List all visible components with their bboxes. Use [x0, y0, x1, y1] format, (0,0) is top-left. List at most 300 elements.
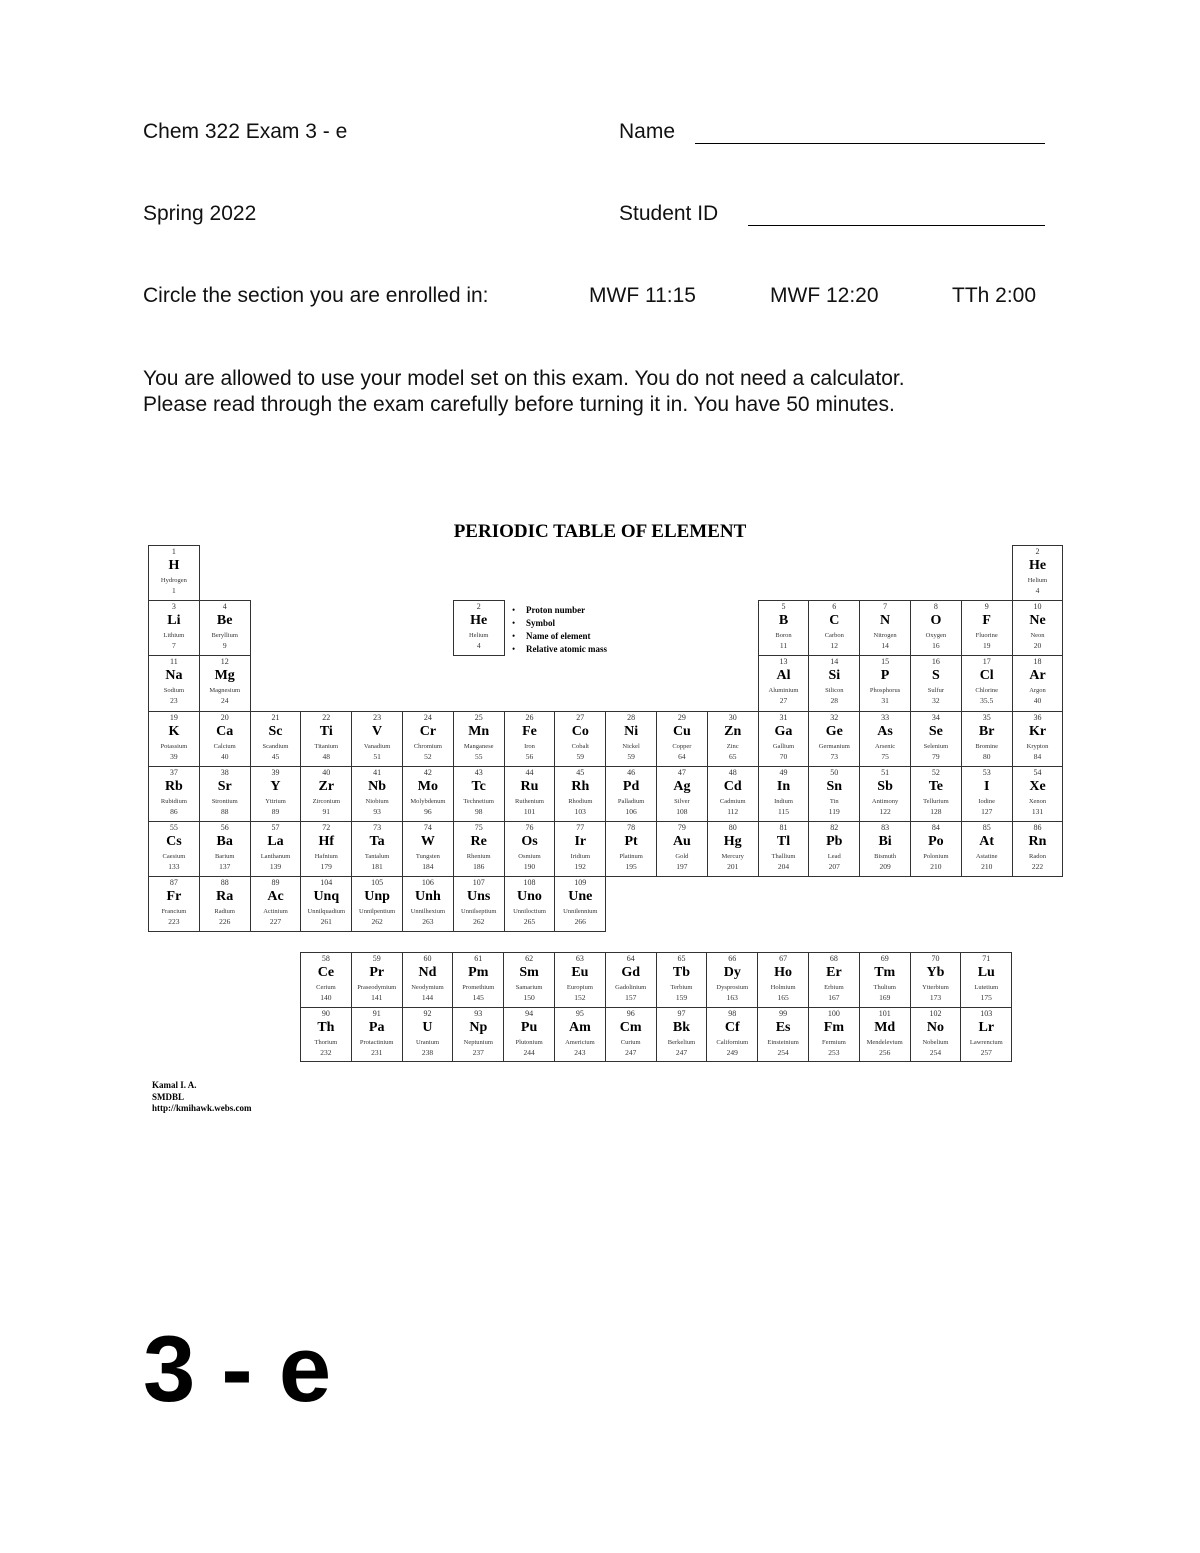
element-name: Iodine [978, 797, 995, 805]
element-cell-mg [199, 655, 251, 711]
element-name: Gold [675, 853, 689, 860]
element-cell-cl [961, 655, 1013, 711]
element-cell-li [148, 600, 200, 656]
element-mass: 64 [678, 751, 686, 761]
element-name: Nobelium [922, 1038, 949, 1046]
element-mass: 20 [1033, 641, 1042, 651]
element-name: Xenon [1028, 797, 1047, 805]
element-cell-ho [757, 952, 809, 1008]
element-mass: 11 [779, 641, 788, 651]
element-mass: 88 [220, 806, 229, 816]
element-mass: 84 [1033, 751, 1042, 761]
element-number: 62 [525, 954, 534, 963]
element-name: Unnilpentium [359, 908, 396, 916]
element-cell-rb [148, 766, 200, 822]
element-number: 27 [576, 712, 585, 722]
element-cell-rh [554, 766, 606, 822]
element-symbol: Ir [574, 834, 587, 849]
element-mass: 75 [881, 751, 889, 761]
element-symbol: Fr [166, 889, 182, 905]
element-cell-u [402, 1007, 454, 1063]
element-symbol: Tm [874, 965, 896, 980]
element-cell-tb [656, 952, 708, 1008]
element-cell-pr [351, 952, 403, 1008]
element-cell-se [910, 711, 962, 767]
element-cell-al [758, 655, 810, 711]
element-mass: 55 [474, 751, 483, 761]
element-mass: 144 [421, 993, 434, 1002]
element-mass: 209 [879, 862, 891, 871]
element-symbol: Pu [520, 1019, 538, 1035]
element-cell-k [148, 711, 200, 767]
element-number: 66 [728, 954, 737, 963]
element-cell-bi [859, 821, 911, 877]
element-number: 81 [779, 823, 788, 832]
element-cell-uno [504, 876, 556, 932]
element-symbol: Tc [471, 778, 486, 794]
element-cell-s [910, 655, 962, 711]
element-symbol: Si [828, 668, 841, 684]
student-id-blank-line[interactable] [748, 225, 1045, 226]
element-number: 51 [881, 767, 890, 777]
element-name: Erbium [824, 984, 844, 991]
element-symbol: Cl [979, 668, 994, 684]
element-cell-na [148, 655, 200, 711]
element-symbol: Li [167, 613, 181, 629]
element-name: Osmium [518, 853, 541, 860]
element-symbol: Unh [415, 889, 441, 905]
element-name: Zinc [726, 742, 739, 750]
element-mass: 89 [271, 806, 280, 816]
element-name: Unnilennium [563, 908, 598, 916]
element-name: Helium [1027, 577, 1048, 584]
element-mass: 152 [574, 993, 586, 1002]
element-mass: 112 [727, 806, 739, 816]
element-name: Bismuth [874, 853, 897, 860]
element-cell-ne [1012, 600, 1064, 656]
element-cell-cs [148, 821, 200, 877]
element-name: Francium [161, 908, 187, 916]
element-mass: 256 [879, 1047, 891, 1057]
element-symbol: I [983, 778, 990, 794]
element-number: 26 [525, 712, 534, 722]
element-mass: 181 [371, 862, 383, 871]
element-name: Nickel [622, 742, 640, 750]
element-symbol: Gd [621, 965, 641, 980]
element-mass: 133 [168, 862, 180, 871]
element-number: 49 [779, 767, 788, 777]
element-number: 94 [525, 1008, 534, 1018]
element-number: 35 [982, 712, 991, 722]
element-symbol: Ar [1029, 668, 1046, 684]
element-number: 36 [1033, 712, 1042, 722]
element-name: Lutetium [974, 984, 999, 991]
element-symbol: Au [672, 834, 691, 849]
element-cell-b [758, 600, 810, 656]
name-blank-line[interactable] [695, 143, 1045, 144]
element-symbol: N [880, 613, 891, 629]
element-name: Phosphorus [869, 687, 901, 695]
element-symbol: C [829, 613, 840, 629]
element-mass: 48 [322, 751, 331, 761]
element-name: Neptunium [463, 1038, 493, 1046]
element-mass: 39 [170, 751, 178, 761]
element-name: Palladium [617, 797, 645, 805]
element-cell-ni [605, 711, 657, 767]
element-name: Scandium [262, 742, 289, 750]
element-cell-be [199, 600, 251, 656]
element-symbol: Os [521, 834, 538, 849]
element-cell-o [910, 600, 962, 656]
element-mass: 119 [828, 806, 840, 816]
element-number: 33 [881, 712, 890, 722]
element-mass: 103 [574, 806, 586, 816]
element-mass: 9 [222, 641, 227, 651]
element-cell-as [859, 711, 911, 767]
element-symbol: Bk [672, 1019, 691, 1035]
element-cell-cd [707, 766, 759, 822]
element-symbol: Ra [216, 889, 234, 905]
element-number: 75 [474, 823, 483, 832]
element-mass: 262 [371, 917, 383, 927]
element-cell-ge [808, 711, 860, 767]
credit-author: Kamal I. A. [152, 1080, 197, 1090]
element-name: Potassium [160, 742, 188, 750]
element-cell-nb [351, 766, 403, 822]
element-symbol: Ce [317, 965, 335, 980]
element-symbol: Be [216, 613, 233, 629]
element-number: 90 [321, 1008, 330, 1018]
element-mass: 98 [474, 806, 483, 816]
element-number: 23 [373, 712, 382, 722]
element-symbol: Po [928, 834, 944, 849]
element-cell-tm [859, 952, 911, 1008]
element-symbol: Br [978, 723, 995, 739]
element-mass: 65 [728, 751, 737, 761]
element-name: Rhenium [466, 853, 491, 860]
element-number: 11 [170, 657, 178, 667]
element-symbol: F [982, 613, 991, 629]
element-number: 54 [1033, 767, 1042, 777]
element-symbol: Sm [519, 965, 539, 980]
element-cell-hg [707, 821, 759, 877]
element-mass: 96 [424, 806, 432, 816]
element-name: Cerium [316, 984, 336, 991]
element-cell-os [504, 821, 556, 877]
element-number: 78 [627, 823, 636, 832]
element-symbol: Ag [673, 778, 691, 794]
element-name: Lithium [163, 632, 185, 640]
element-cell-h [148, 545, 200, 601]
element-number: 17 [982, 657, 991, 667]
element-symbol: Pt [624, 834, 638, 849]
element-mass: 159 [675, 993, 688, 1002]
element-symbol: Ni [624, 723, 639, 739]
element-cell-he [453, 600, 505, 656]
element-symbol: Al [776, 668, 791, 684]
element-name: Fermium [821, 1038, 846, 1046]
element-symbol: V [372, 723, 383, 739]
element-name: Americium [565, 1038, 595, 1046]
element-name: Barium [214, 853, 235, 860]
instruction-line: Please read through the exam carefully before turning it in. You have 50 minutes. [143, 393, 895, 416]
element-mass: 222 [1031, 862, 1044, 871]
element-cell-ta [351, 821, 403, 877]
element-cell-pd [605, 766, 657, 822]
element-mass: 223 [168, 917, 180, 927]
element-symbol: As [877, 723, 893, 739]
element-name: Bromine [975, 742, 999, 750]
element-name: Calcium [213, 742, 236, 750]
element-name: Tungsten [415, 853, 440, 860]
element-symbol: Ga [774, 723, 793, 739]
element-symbol: Mg [214, 668, 235, 684]
element-symbol: B [778, 613, 789, 629]
element-cell-at [961, 821, 1013, 877]
element-symbol: He [1028, 558, 1047, 573]
element-number: 34 [931, 712, 940, 722]
element-mass: 244 [523, 1047, 535, 1057]
element-symbol: Tb [672, 965, 691, 980]
element-cell-pa [351, 1007, 403, 1063]
element-mass: 249 [726, 1047, 738, 1057]
element-mass: 265 [523, 917, 536, 927]
element-symbol: Unq [313, 889, 340, 905]
student-id-label: Student ID [619, 202, 719, 225]
element-name: Berkelium [667, 1038, 696, 1046]
element-number: 58 [321, 954, 330, 963]
element-name: Lanthanum [260, 853, 291, 860]
element-symbol: Rb [164, 778, 183, 794]
element-number: 4 [222, 602, 227, 612]
element-number: 2 [1035, 547, 1040, 556]
legend-item: • Proton number [512, 604, 607, 617]
element-symbol: Ca [216, 723, 234, 739]
element-mass: 40 [1033, 696, 1042, 706]
element-symbol: Cr [419, 723, 437, 739]
element-cell-ba [199, 821, 251, 877]
section-option[interactable]: MWF 12:20 [770, 284, 879, 307]
periodic-table-title: PERIODIC TABLE OF ELEMENT [453, 521, 747, 542]
element-number: 32 [830, 712, 839, 722]
element-symbol: Ge [825, 723, 843, 739]
element-name: Neon [1030, 632, 1045, 640]
element-number: 46 [627, 767, 636, 777]
section-option[interactable]: TTh 2:00 [952, 284, 1037, 307]
element-name: Hafnium [314, 853, 338, 860]
section-prompt: Circle the section you are enrolled in: [143, 284, 489, 307]
element-cell-sn [808, 766, 860, 822]
element-number: 102 [929, 1008, 942, 1018]
element-name: Antimony [871, 797, 899, 805]
element-mass: 231 [371, 1047, 383, 1057]
element-cell-rn [1012, 821, 1064, 877]
element-cell-xe [1012, 766, 1064, 822]
element-mass: 243 [574, 1047, 586, 1057]
element-name: Thallium [771, 853, 796, 860]
element-name: Curium [620, 1038, 641, 1046]
element-mass: 93 [373, 806, 381, 816]
element-mass: 207 [828, 862, 840, 871]
element-number: 64 [626, 954, 635, 963]
element-cell-ir [554, 821, 606, 877]
element-mass: 237 [472, 1047, 484, 1057]
element-symbol: Cf [724, 1019, 740, 1035]
element-name: Uranium [415, 1038, 440, 1046]
element-mass: 210 [981, 862, 993, 871]
element-cell-fr [148, 876, 200, 932]
element-symbol: Uno [517, 889, 542, 905]
element-symbol: Cm [619, 1019, 642, 1035]
element-number: 30 [728, 712, 737, 722]
element-number: 38 [220, 767, 229, 777]
element-name: Oxygen [925, 632, 947, 640]
element-number: 41 [373, 767, 382, 777]
element-number: 16 [931, 657, 940, 667]
element-number: 52 [931, 767, 940, 777]
element-cell-sb [859, 766, 911, 822]
element-number: 29 [677, 712, 686, 722]
element-name: Radium [214, 908, 235, 916]
element-mass: 257 [980, 1047, 992, 1057]
element-symbol: Zr [318, 778, 335, 794]
element-number: 86 [1033, 823, 1042, 832]
element-mass: 73 [830, 751, 839, 761]
element-mass: 254 [777, 1047, 789, 1057]
element-name: Platinum [619, 853, 643, 860]
element-mass: 197 [676, 862, 688, 871]
element-cell-nd [402, 952, 454, 1008]
element-symbol: Ho [774, 965, 793, 980]
element-mass: 263 [422, 917, 434, 927]
element-name: Strontium [211, 797, 238, 805]
element-number: 59 [372, 954, 381, 963]
element-mass: 261 [320, 917, 332, 927]
element-number: 67 [779, 954, 788, 963]
element-name: Arsenic [874, 742, 896, 750]
element-number: 70 [931, 954, 940, 963]
element-number: 56 [220, 823, 229, 832]
element-name: Manganese [463, 742, 494, 750]
element-name: Helium [468, 632, 489, 640]
element-name: Lead [827, 853, 841, 860]
element-mass: 169 [879, 993, 891, 1002]
element-number: 61 [474, 954, 483, 963]
element-symbol: Cu [672, 723, 691, 739]
element-symbol: In [776, 778, 791, 794]
element-cell-fe [504, 711, 556, 767]
element-symbol: Ac [267, 889, 284, 905]
element-number: 3 [171, 602, 176, 612]
element-mass: 1 [172, 586, 176, 595]
element-mass: 51 [373, 751, 381, 761]
element-mass: 106 [625, 806, 637, 816]
element-cell-cf [706, 1007, 758, 1063]
element-symbol: Re [470, 834, 487, 849]
element-number: 53 [982, 767, 991, 777]
element-mass: 23 [170, 696, 178, 706]
element-symbol: Lu [977, 965, 995, 980]
element-symbol: Sb [877, 778, 893, 794]
element-symbol: Sc [268, 723, 283, 739]
element-mass: 91 [322, 806, 331, 816]
element-name: Promethium [462, 984, 495, 991]
element-cell-dy [706, 952, 758, 1008]
element-symbol: Uns [467, 889, 491, 905]
element-cell-cu [656, 711, 708, 767]
element-symbol: Yb [926, 965, 945, 980]
element-name: Beryllium [211, 632, 238, 640]
element-number: 93 [474, 1008, 483, 1018]
element-mass: 140 [320, 993, 332, 1002]
element-cell-p [859, 655, 911, 711]
element-name: Radon [1029, 853, 1046, 860]
element-cell-c [808, 600, 860, 656]
element-cell-zn [707, 711, 759, 767]
section-option[interactable]: MWF 11:15 [589, 284, 696, 307]
element-number: 91 [372, 1008, 381, 1018]
element-cell-er [808, 952, 860, 1008]
credit-org: SMDBL [152, 1091, 185, 1102]
element-cell-th [300, 1007, 352, 1063]
element-name: Titanium [314, 742, 339, 750]
element-mass: 184 [422, 862, 434, 871]
element-cell-te [910, 766, 962, 822]
element-name: Boron [775, 632, 792, 640]
element-name: Gadolinium [615, 984, 647, 991]
element-mass: 101 [523, 806, 536, 816]
element-name: Praseodymium [357, 984, 397, 991]
element-name: Indium [774, 797, 793, 805]
element-mass: 227 [269, 917, 282, 927]
element-mass: 59 [627, 751, 635, 761]
element-mass: 150 [523, 993, 535, 1002]
element-symbol: Sn [826, 778, 843, 794]
element-symbol: Nb [368, 778, 387, 794]
element-mass: 35.5 [980, 696, 994, 706]
element-symbol: Te [928, 778, 944, 794]
element-cell-ac [250, 876, 302, 932]
legend-item: • Relative atomic mass [512, 643, 607, 656]
element-mass: 201 [727, 862, 739, 871]
element-mass: 137 [219, 862, 231, 871]
element-cell-mn [453, 711, 505, 767]
element-name: Aluminium [768, 687, 799, 695]
element-cell-unq [300, 876, 352, 932]
element-cell-unh [402, 876, 454, 932]
element-mass: 16 [932, 641, 940, 651]
element-symbol: P [880, 668, 890, 684]
element-symbol: Nd [418, 965, 437, 980]
element-name: Niobium [365, 797, 389, 805]
element-symbol: Ru [520, 778, 539, 794]
exam-version-code: 3 - e [143, 1316, 332, 1421]
element-number: 6 [832, 602, 837, 612]
element-name: Selenium [923, 742, 949, 750]
element-number: 12 [220, 657, 229, 667]
element-name: Californium [716, 1038, 749, 1046]
element-mass: 266 [574, 917, 586, 927]
element-cell-br [961, 711, 1013, 767]
element-name: Sulfur [927, 687, 945, 695]
element-number: 10 [1033, 602, 1042, 612]
instruction-line: You are allowed to use your model set on this exam. You do not need a calculator. [143, 367, 905, 390]
element-mass: 40 [220, 751, 229, 761]
element-number: 55 [169, 823, 178, 832]
element-cell-w [402, 821, 454, 877]
element-symbol: Ne [1029, 613, 1046, 629]
element-cell-md [859, 1007, 911, 1063]
